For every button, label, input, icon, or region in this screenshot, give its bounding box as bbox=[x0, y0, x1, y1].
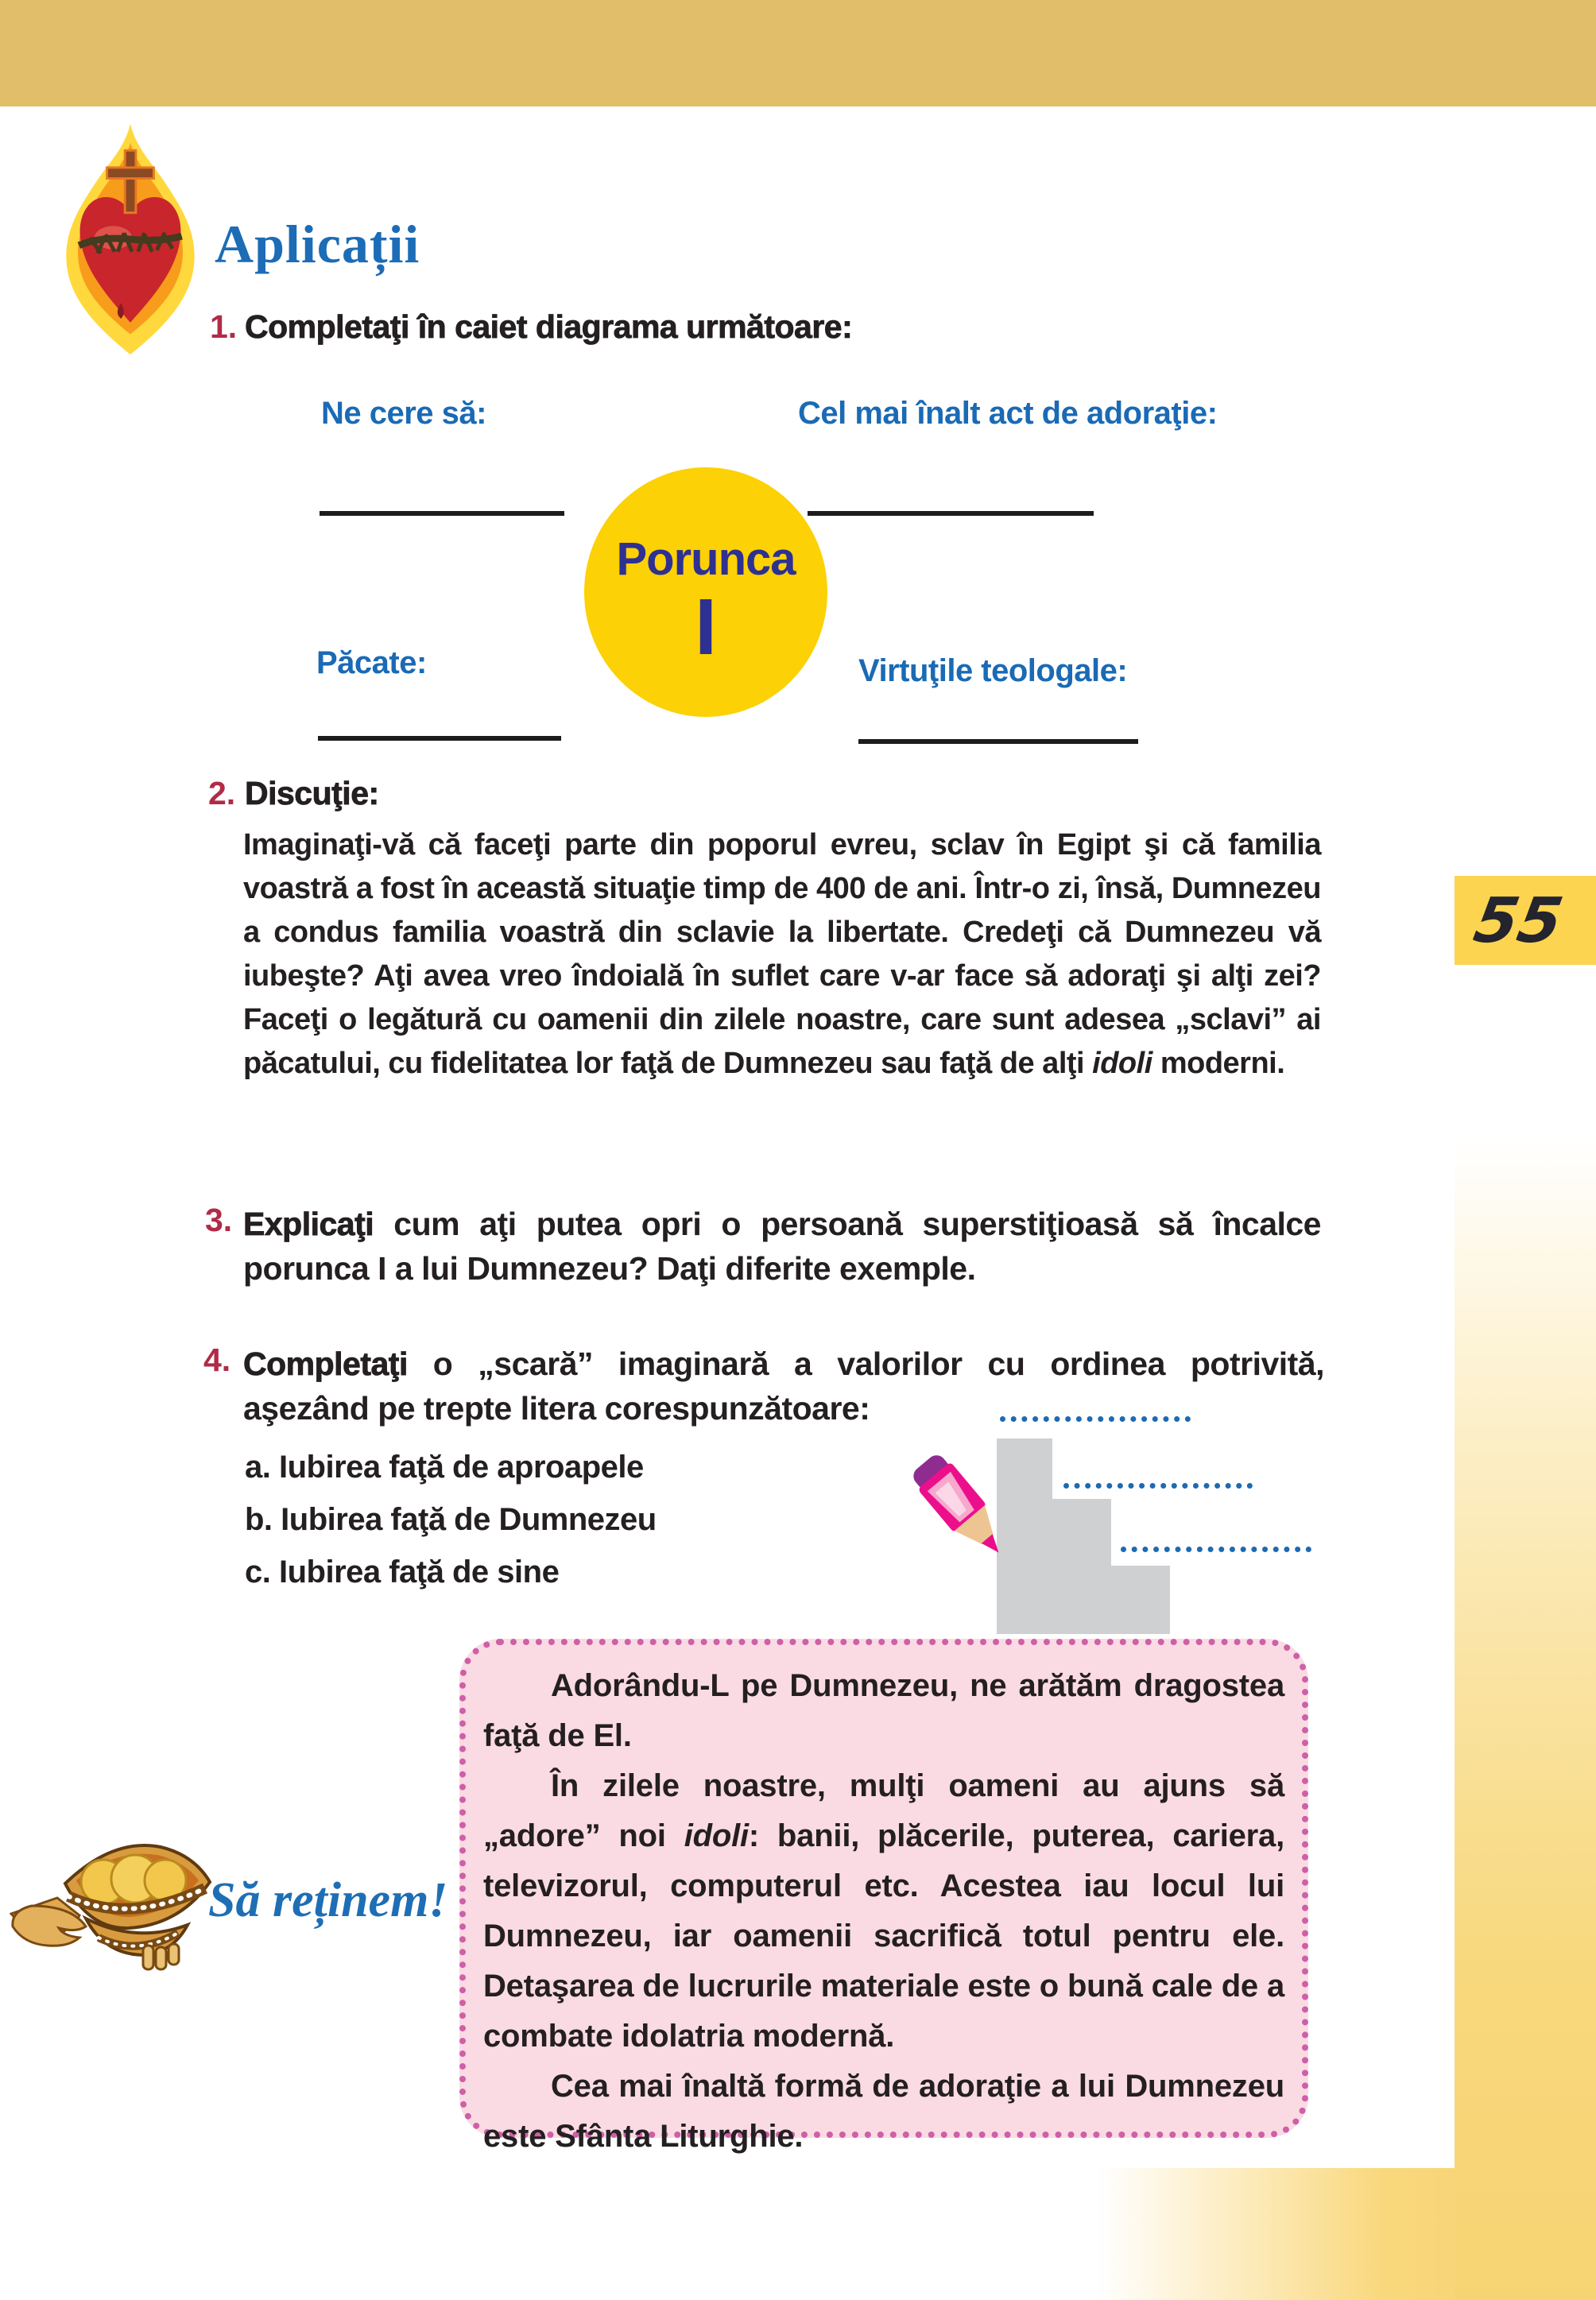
diagram-blank-line bbox=[318, 736, 561, 741]
diagram-blank-line bbox=[808, 511, 1094, 516]
item-4-option-b: b. Iubirea faţă de Dumnezeu bbox=[245, 1502, 657, 1537]
diagram-center-circle bbox=[584, 467, 827, 717]
bottom-gradient-strip bbox=[1097, 2168, 1455, 2300]
item-4-text: Completaţi o „scară” imaginară a valorilor cu ordinea potrivită, aşezând pe trepte litera corespunzătoare: bbox=[243, 1346, 1324, 1427]
remember-note-box bbox=[459, 1639, 1308, 2154]
item-3-text: Explicaţi cum aţi putea opri o persoană superstiţioasă să încalce porunca I a lui Dumnezeu? Daţi diferite exemple. bbox=[243, 1206, 1321, 1287]
item-2-number: 2. bbox=[208, 775, 236, 811]
step-answer-line-1 bbox=[1000, 1416, 1191, 1422]
diagram-label-bottom-left: Păcate: bbox=[316, 645, 427, 680]
item-1-number: 1. bbox=[210, 308, 238, 345]
item-4-number: 4. bbox=[203, 1342, 231, 1378]
offering-boat-icon bbox=[10, 1836, 216, 1979]
diagram-center-title: Porunca bbox=[616, 532, 796, 585]
diagram-label-bottom-right: Virtuţile teologale: bbox=[858, 653, 1128, 688]
item-2-label: Discuţie: bbox=[245, 775, 379, 811]
right-gradient-bar bbox=[1455, 1136, 1596, 2300]
stairs-icon bbox=[994, 1437, 1184, 1637]
remember-label: Să reținem! bbox=[208, 1873, 448, 1927]
item-4-option-c: c. Iubirea faţă de sine bbox=[245, 1555, 560, 1589]
diagram-center-numeral: I bbox=[695, 582, 717, 672]
page-title: Aplicații bbox=[215, 214, 420, 274]
diagram-label-top-right: Cel mai înalt act de adoraţie: bbox=[798, 396, 1218, 431]
diagram-blank-line bbox=[858, 739, 1138, 744]
item-4-option-a: a. Iubirea faţă de aproapele bbox=[245, 1450, 644, 1485]
step-answer-line-3 bbox=[1121, 1547, 1311, 1552]
page-number-badge bbox=[1455, 876, 1596, 965]
page-number: 55 bbox=[1469, 885, 1568, 957]
note-paragraph: În zilele noastre, mulţi oameni au ajuns să „adore” noi idoli: banii, plăcerile, puterea, cariera, televizorul, computerul etc. Acestea iau locul lui Dumnezeu, iar oamenii sacrifică totul pentru ele. Detaşarea de lucrurile materiale este o bună cale de a combate idolatria modernă. bbox=[483, 1768, 1285, 2054]
sacred-heart-icon bbox=[52, 119, 208, 359]
item-3-number: 3. bbox=[205, 1202, 233, 1238]
diagram-blank-line bbox=[320, 511, 564, 516]
pencil-icon bbox=[901, 1448, 1021, 1567]
step-answer-line-2 bbox=[1063, 1483, 1253, 1489]
note-paragraph: Cea mai înaltă formă de adoraţie a lui Dumnezeu este Sfânta Liturghie. bbox=[483, 2069, 1284, 2154]
top-gold-bar bbox=[0, 0, 1596, 106]
item-2-paragraph: Imaginaţi-vă că faceţi parte din poporul evreu, sclav în Egipt şi că familia voastră a fost în această situaţie timp de 400 de ani. Într-o zi, însă, Dumnezeu a condus familia voastră din sclavie la libertate. Credeţi că Dumnezeu vă iubeşte? Aţi avea vreo îndoială în suflet care v-ar face să adoraţi şi alţi zei? Faceţi o legătură cu oamenii din zilele noastre, care sunt adesea „sclavi” ai păcatului, cu fidelitatea lor faţă de Dumnezeu sau faţă de alţi idoli moderni. bbox=[243, 828, 1321, 1080]
note-paragraph: Adorându-L pe Dumnezeu, ne arătăm dragostea faţă de El. bbox=[483, 1668, 1284, 1753]
diagram-label-top-left: Ne cere să: bbox=[321, 396, 486, 431]
item-1-text: Completaţi în caiet diagrama următoare: bbox=[245, 308, 853, 345]
